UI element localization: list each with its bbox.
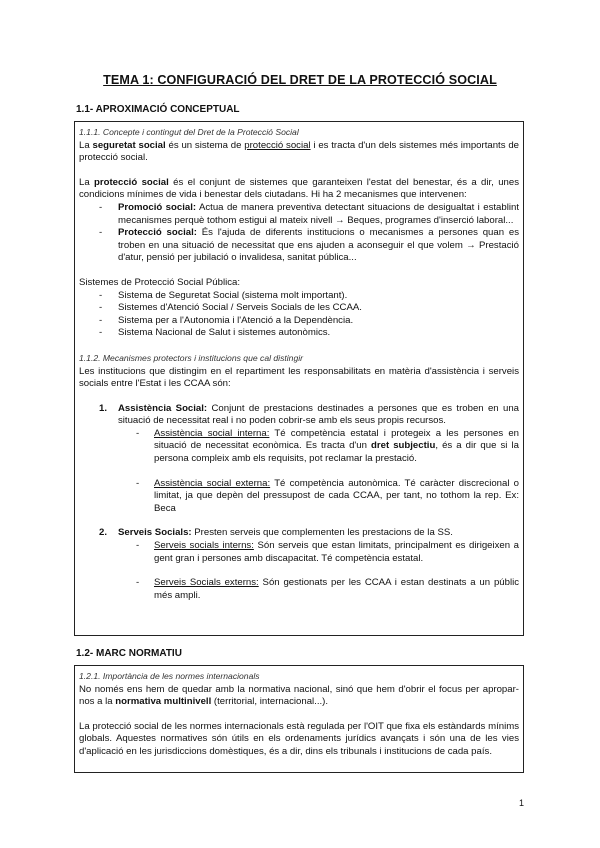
list-item: - Promoció social: Actua de manera preventiva detectant situacions de desigualtat i establint mecanismes perquè tothom estigui al mateix nivell → Beques, programes d'inserció laboral...	[99, 201, 519, 226]
section-box-1-2	[74, 665, 524, 773]
list-item: - Sistemes d'Atenció Social / Serveis Socials de les CCAA.	[99, 302, 362, 314]
paragraph-seguretat-social: La seguretat social és un sistema de protecció social i es tracta d'un dels sistemes més importants de protecció social.	[79, 139, 519, 164]
systems-list	[79, 290, 519, 340]
subsection-title-1-2-1: 1.2.1. Importància de les normes internacionals	[79, 671, 260, 681]
list-item: - Sistema Nacional de Salut i sistemes autonòmics.	[99, 327, 331, 339]
list-item-assistencia-social: 1. Assistència Social: Conjunt de prestacions destinades a persones que es troben en una situació de necessitat real i no poden cobrir-se amb els seus propis recursos. - Assistència social interna: Té competència estatal i protegeix a les persones en situació de necessitat econòmica. Es tracta d'un dret subjectiu, és a dir que si la persona compleix amb els requisits, pot reclamar la prestació. - Assistència social externa: Té competència autonòmica. Té caràcter discrecional o limitat, ja que depèn del pressupost de cada CCAA, per tant, no tothom la rep. Ex: Beca	[79, 403, 519, 516]
subsection-title-1-1-2: 1.1.2. Mecanismes protectors i institucions que cal distingir	[79, 352, 304, 363]
institutions-list	[79, 403, 519, 603]
list-item: - Assistència social interna: Té competència estatal i protegeix a les persones en situació de necessitat econòmica. Es tracta d'un dret subjectiu, és a dir que si la persona compleix amb els requisits, pot reclamar la prestació.	[136, 427, 519, 465]
paragraph-normativa-multinivell: No només ens hem de quedar amb la normativa nacional, sinó que hem d'obrir el focus per apropar-nos a la normativa multinivell (territorial, internacional...).	[79, 683, 519, 708]
list-item: - Sistema per a l'Autonomia i l'Atenció a la Dependència.	[99, 314, 354, 326]
systems-intro: Sistemes de Protecció Social Pública:	[79, 276, 241, 288]
section-heading-1-2: 1.2- MARC NORMATIU	[76, 648, 182, 659]
list-item: - Protecció social: És l'ajuda de diferents institucions o mecanismes a persones quan es troben en una situació de necessitat que ens ajuden a aconseguir el que volem → Prestació d'atur, pensió per jubilació o invalidesa, sanitat pública...	[99, 227, 519, 264]
list-item: - Sistema de Seguretat Social (sistema molt important).	[99, 289, 348, 301]
paragraph-proteccio-social: La protecció social és el conjunt de sistemes que garanteixen l'estat del benestar, és a dir, unes condicions mínimes de vida i benestar dels ciutadans. Hi ha 2 mecanismes que intervenen:	[79, 176, 519, 201]
page-title: TEMA 1: CONFIGURACIÓ DEL DRET DE LA PROTECCIÓ SOCIAL	[103, 73, 497, 87]
subsection-title-1-1-1: 1.1.1. Concepte i contingut del Dret de la Protecció Social	[79, 127, 299, 137]
list-item: - Serveis Socials externs: Són gestionats per les CCAA i estan destinats a un públic més ampli.	[136, 577, 520, 601]
serveis-sublist	[79, 540, 519, 602]
list-item: - Serveis socials interns: Són serveis que estan limitats, principalment es dirigeixen a gent gran i persones amb discapacitat. Té competència estatal.	[136, 540, 519, 564]
paragraph-institucions: Les institucions que distingim en el repartiment les responsabilitats en matèria d'assistència i serveis socials entre l'Estat i les CCAA són:	[79, 365, 519, 390]
section-heading-1-1: 1.1- APROXIMACIÓ CONCEPTUAL	[76, 104, 240, 115]
mechanisms-list	[79, 202, 519, 265]
paragraph-oit: La protecció social de les normes internacionals està regulada per l'OIT que fixa els estàndards mínims globals. Aquestes normatives són útils en els ordenaments jurídics avançats i són una de les vies d'aplicació en les jurisdiccions domèstiques, és a dir, dins els tribunals i institucions de cada país.	[79, 720, 519, 757]
section-box-1-1	[74, 121, 524, 636]
list-item: - Assistència social externa: Té competència autonòmica. Té caràcter discrecional o limitat, ja que depèn del pressupost de cada CCAA, per tant, no tothom la rep. Ex: Beca	[136, 477, 520, 514]
page-number: 1	[518, 798, 524, 809]
assistencia-sublist	[79, 428, 519, 516]
list-item-serveis-socials: 2. Serveis Socials: Presten serveis que complementen les prestacions de la SS. - Serveis socials interns: Són serveis que estan limitats, principalment es dirigeixen a gent gran i persones amb discapacitat. Té competència estatal. - Serveis Socials externs: Són gestionats per les CCAA i estan destinats a un públic més ampli.	[79, 527, 519, 602]
